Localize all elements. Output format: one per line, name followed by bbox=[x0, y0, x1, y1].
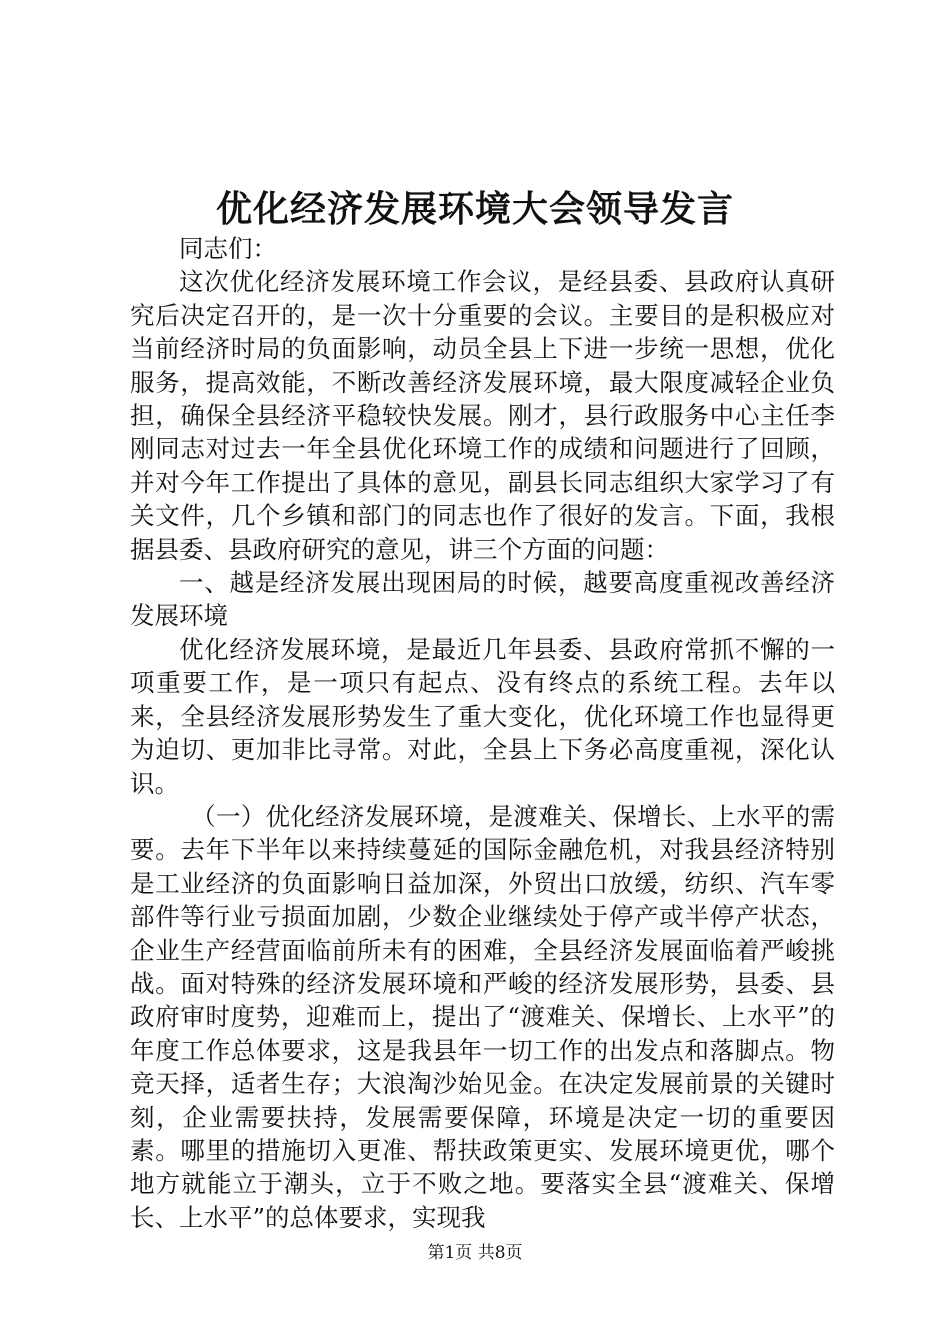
salutation-paragraph: 同志们： bbox=[179, 234, 277, 263]
intro-paragraph: 这次优化经济发展环境工作会议，是经县委、县政府认真研究后决定召开的，是一次十分重要的会议。主要目的是积极应对当前经济时局的负面影响，动员全县上下进一步统一思想，优化服务，提高效能，不断改善经济发展环境，最大限度减轻企业负担，确保全县经济平稳较快发展。刚才，县行政服务中心主任李刚同志对过去一年全县优化环境工作的成绩和问题进行了回顾，并对今年工作提出了具体的意见，副县长同志组织大家学习了有关文件，几个乡镇和部门的同志也作了很好的发言。下面，我根据县委、县政府研究的意见，讲三个方面的问题： bbox=[130, 267, 835, 564]
document-title: 优化经济发展环境大会领导发言 bbox=[215, 188, 734, 230]
section-heading-one: 一、越是经济发展出现困局的时候，越要高度重视改善经济发展环境 bbox=[130, 568, 835, 631]
subsection-paragraph-one: （一）优化经济发展环境，是渡难关、保增长、上水平的需要。去年下半年以来持续蔓延的国际金融危机，对我县经济特别是工业经济的负面影响日益加深，外贸出口放缓，纺织、汽车零部件等行业亏损面加剧，少数企业继续处于停产或半停产状态，企业生产经营面临前所未有的困难，全县经济发展面临着严峻挑战。面对特殊的经济发展环境和严峻的经济发展形势，县委、县政府审时度势，迎难而上，提出了“渡难关、保增长、上水平”的年度工作总体要求，这是我县年一切工作的出发点和落脚点。物竞天择，适者生存；大浪淘沙始见金。在决定发展前景的关键时刻，企业需要扶持，发展需要保障，环境是决定一切的重要因素。哪里的措施切入更准、帮扶政策更实、发展环境更优，哪个地方就能立于潮头，立于不败之地。要落实全县“渡难关、保增长、上水平”的总体要求，实现我 bbox=[130, 801, 835, 1232]
document-body bbox=[130, 232, 835, 1234]
body-paragraph: 优化经济发展环境，是最近几年县委、县政府常抓不懈的一项重要工作，是一项只有起点、没有终点的系统工程。去年以来，全县经济发展形势发生了重大变化，优化环境工作也显得更为迫切、更加非比寻常。对此，全县上下务必高度重视，深化认识。 bbox=[130, 634, 835, 798]
page-footer: 第1页 共8页 bbox=[427, 1243, 523, 1263]
